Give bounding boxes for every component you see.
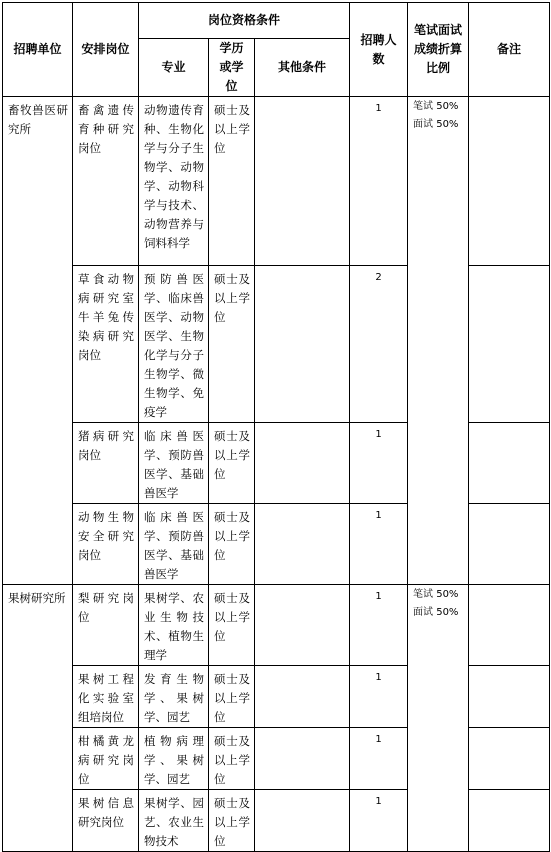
table-body bbox=[3, 97, 550, 852]
remark-cell-text bbox=[469, 97, 549, 101]
unit-cell-text: 果树研究所 bbox=[8, 591, 66, 605]
count-cell bbox=[350, 504, 408, 585]
other-cell bbox=[255, 790, 350, 852]
position-cell bbox=[73, 266, 139, 423]
position-cell-text: 畜禽遗传育种研究岗位 bbox=[78, 103, 134, 155]
position-cell-text: 动物生物安全研究岗位 bbox=[78, 510, 134, 562]
major-cell bbox=[139, 790, 209, 852]
count-cell bbox=[350, 790, 408, 852]
ratio-cell bbox=[408, 585, 469, 852]
position-cell bbox=[73, 97, 139, 266]
education-cell bbox=[209, 423, 255, 504]
education-cell bbox=[209, 504, 255, 585]
other-cell bbox=[255, 728, 350, 790]
remark-cell bbox=[469, 504, 550, 585]
education-cell-text: 硕士及以上学位 bbox=[214, 103, 250, 155]
major-cell bbox=[139, 504, 209, 585]
position-cell-text: 柑橘黄龙病研究岗位 bbox=[78, 734, 134, 786]
major-cell bbox=[139, 97, 209, 266]
recruitment-table bbox=[2, 2, 550, 852]
position-cell-text: 草食动物病研究室牛羊兔传染病研究岗位 bbox=[78, 272, 134, 362]
education-cell-text: 硕士及以上学位 bbox=[214, 272, 250, 324]
remark-cell-text bbox=[469, 423, 549, 427]
header-ratio-text: 笔试面试成绩折算比例 bbox=[414, 23, 463, 75]
count-cell-text: 1 bbox=[375, 734, 382, 745]
other-cell bbox=[255, 266, 350, 423]
count-cell-text: 1 bbox=[375, 796, 382, 807]
other-cell bbox=[255, 97, 350, 266]
position-cell bbox=[73, 790, 139, 852]
education-cell bbox=[209, 97, 255, 266]
major-cell-text: 发育生物学、果树学、园艺 bbox=[144, 672, 204, 724]
count-cell-text: 1 bbox=[375, 510, 382, 521]
other-cell bbox=[255, 666, 350, 728]
education-cell-text: 硕士及以上学位 bbox=[214, 672, 250, 724]
education-cell bbox=[209, 728, 255, 790]
unit-cell bbox=[3, 97, 73, 585]
major-cell-text: 临床兽医学、预防兽医学、基础兽医学 bbox=[144, 429, 204, 500]
education-cell bbox=[209, 790, 255, 852]
other-cell bbox=[255, 504, 350, 585]
position-cell bbox=[73, 666, 139, 728]
other-cell bbox=[255, 585, 350, 666]
remark-cell-text bbox=[469, 790, 549, 794]
other-cell-text bbox=[255, 666, 349, 670]
major-cell-text: 果树学、园艺、农业生物技术 bbox=[144, 796, 204, 848]
other-cell-text bbox=[255, 728, 349, 732]
education-cell-text: 硕士及以上学位 bbox=[214, 734, 250, 786]
remark-cell bbox=[469, 423, 550, 504]
header-count bbox=[350, 3, 408, 97]
position-cell bbox=[73, 728, 139, 790]
count-cell-text: 2 bbox=[375, 272, 382, 283]
count-cell bbox=[350, 97, 408, 266]
ratio-cell bbox=[408, 97, 469, 585]
position-cell bbox=[73, 585, 139, 666]
header-conditions: 岗位资格条件 bbox=[139, 3, 350, 39]
major-cell-text: 预防兽医学、临床兽医学、动物医学、生物化学与分子生物学、微生物学、免疫学 bbox=[144, 272, 204, 419]
unit-cell-text: 畜牧兽医研究所 bbox=[8, 103, 68, 136]
major-cell-text: 动物遗传育种、生物化学与分子生物学、动物学、动物科学与技术、动物营养与饲料科学 bbox=[144, 103, 204, 250]
remark-cell-text bbox=[469, 666, 549, 670]
remark-cell-text bbox=[469, 728, 549, 732]
major-cell bbox=[139, 423, 209, 504]
position-cell-text: 果树工程化实验室组培岗位 bbox=[78, 672, 134, 724]
header-unit: 招聘单位 bbox=[3, 3, 73, 97]
count-cell-text: 1 bbox=[375, 672, 382, 683]
remark-cell bbox=[469, 666, 550, 728]
position-cell-text: 梨研究岗位 bbox=[78, 591, 134, 624]
count-cell bbox=[350, 728, 408, 790]
count-cell-text: 1 bbox=[375, 429, 382, 440]
header-remark: 备注 bbox=[469, 3, 550, 97]
header-education-text: 学历或学位 bbox=[219, 41, 244, 93]
header-major: 专业 bbox=[139, 39, 209, 97]
position-cell bbox=[73, 504, 139, 585]
header-other: 其他条件 bbox=[255, 39, 350, 97]
other-cell-text bbox=[255, 97, 349, 101]
education-cell-text: 硕士及以上学位 bbox=[214, 429, 250, 481]
header-position: 安排岗位 bbox=[73, 3, 139, 97]
ratio-line: 笔试 50% bbox=[413, 589, 459, 600]
header-count-text: 招聘人数 bbox=[360, 32, 397, 66]
major-cell-text: 临床兽医学、预防兽医学、基础兽医学 bbox=[144, 510, 204, 581]
remark-cell bbox=[469, 790, 550, 852]
major-cell bbox=[139, 266, 209, 423]
count-cell bbox=[350, 266, 408, 423]
major-cell-text: 果树学、农业生物技术、植物生理学 bbox=[144, 591, 204, 662]
education-cell-text: 硕士及以上学位 bbox=[214, 510, 250, 562]
count-cell-text: 1 bbox=[375, 591, 382, 602]
remark-cell-text bbox=[469, 504, 549, 508]
other-cell-text bbox=[255, 423, 349, 427]
ratio-line: 面试 50% bbox=[413, 607, 459, 618]
remark-cell-text bbox=[469, 585, 549, 589]
other-cell-text bbox=[255, 790, 349, 794]
other-cell-text bbox=[255, 266, 349, 270]
other-cell-text bbox=[255, 585, 349, 589]
header-ratio bbox=[408, 3, 469, 97]
remark-cell-text bbox=[469, 266, 549, 270]
ratio-line: 面试 50% bbox=[413, 119, 459, 130]
remark-cell bbox=[469, 585, 550, 666]
ratio-line: 笔试 50% bbox=[413, 101, 459, 112]
major-cell-text: 植物病理学、果树学、园艺 bbox=[144, 734, 204, 786]
count-cell bbox=[350, 666, 408, 728]
unit-cell bbox=[3, 585, 73, 852]
table-row bbox=[3, 585, 550, 666]
position-cell bbox=[73, 423, 139, 504]
major-cell bbox=[139, 666, 209, 728]
remark-cell bbox=[469, 97, 550, 266]
other-cell bbox=[255, 423, 350, 504]
education-cell bbox=[209, 666, 255, 728]
major-cell bbox=[139, 585, 209, 666]
other-cell-text bbox=[255, 504, 349, 508]
education-cell-text: 硕士及以上学位 bbox=[214, 591, 250, 643]
table-row bbox=[3, 97, 550, 266]
count-cell bbox=[350, 423, 408, 504]
major-cell bbox=[139, 728, 209, 790]
remark-cell bbox=[469, 266, 550, 423]
remark-cell bbox=[469, 728, 550, 790]
count-cell bbox=[350, 585, 408, 666]
education-cell-text: 硕士及以上学位 bbox=[214, 796, 250, 848]
education-cell bbox=[209, 266, 255, 423]
header-education bbox=[209, 39, 255, 97]
position-cell-text: 果树信息研究岗位 bbox=[78, 796, 134, 829]
count-cell-text: 1 bbox=[375, 103, 382, 114]
position-cell-text: 猪病研究岗位 bbox=[78, 429, 134, 462]
education-cell bbox=[209, 585, 255, 666]
